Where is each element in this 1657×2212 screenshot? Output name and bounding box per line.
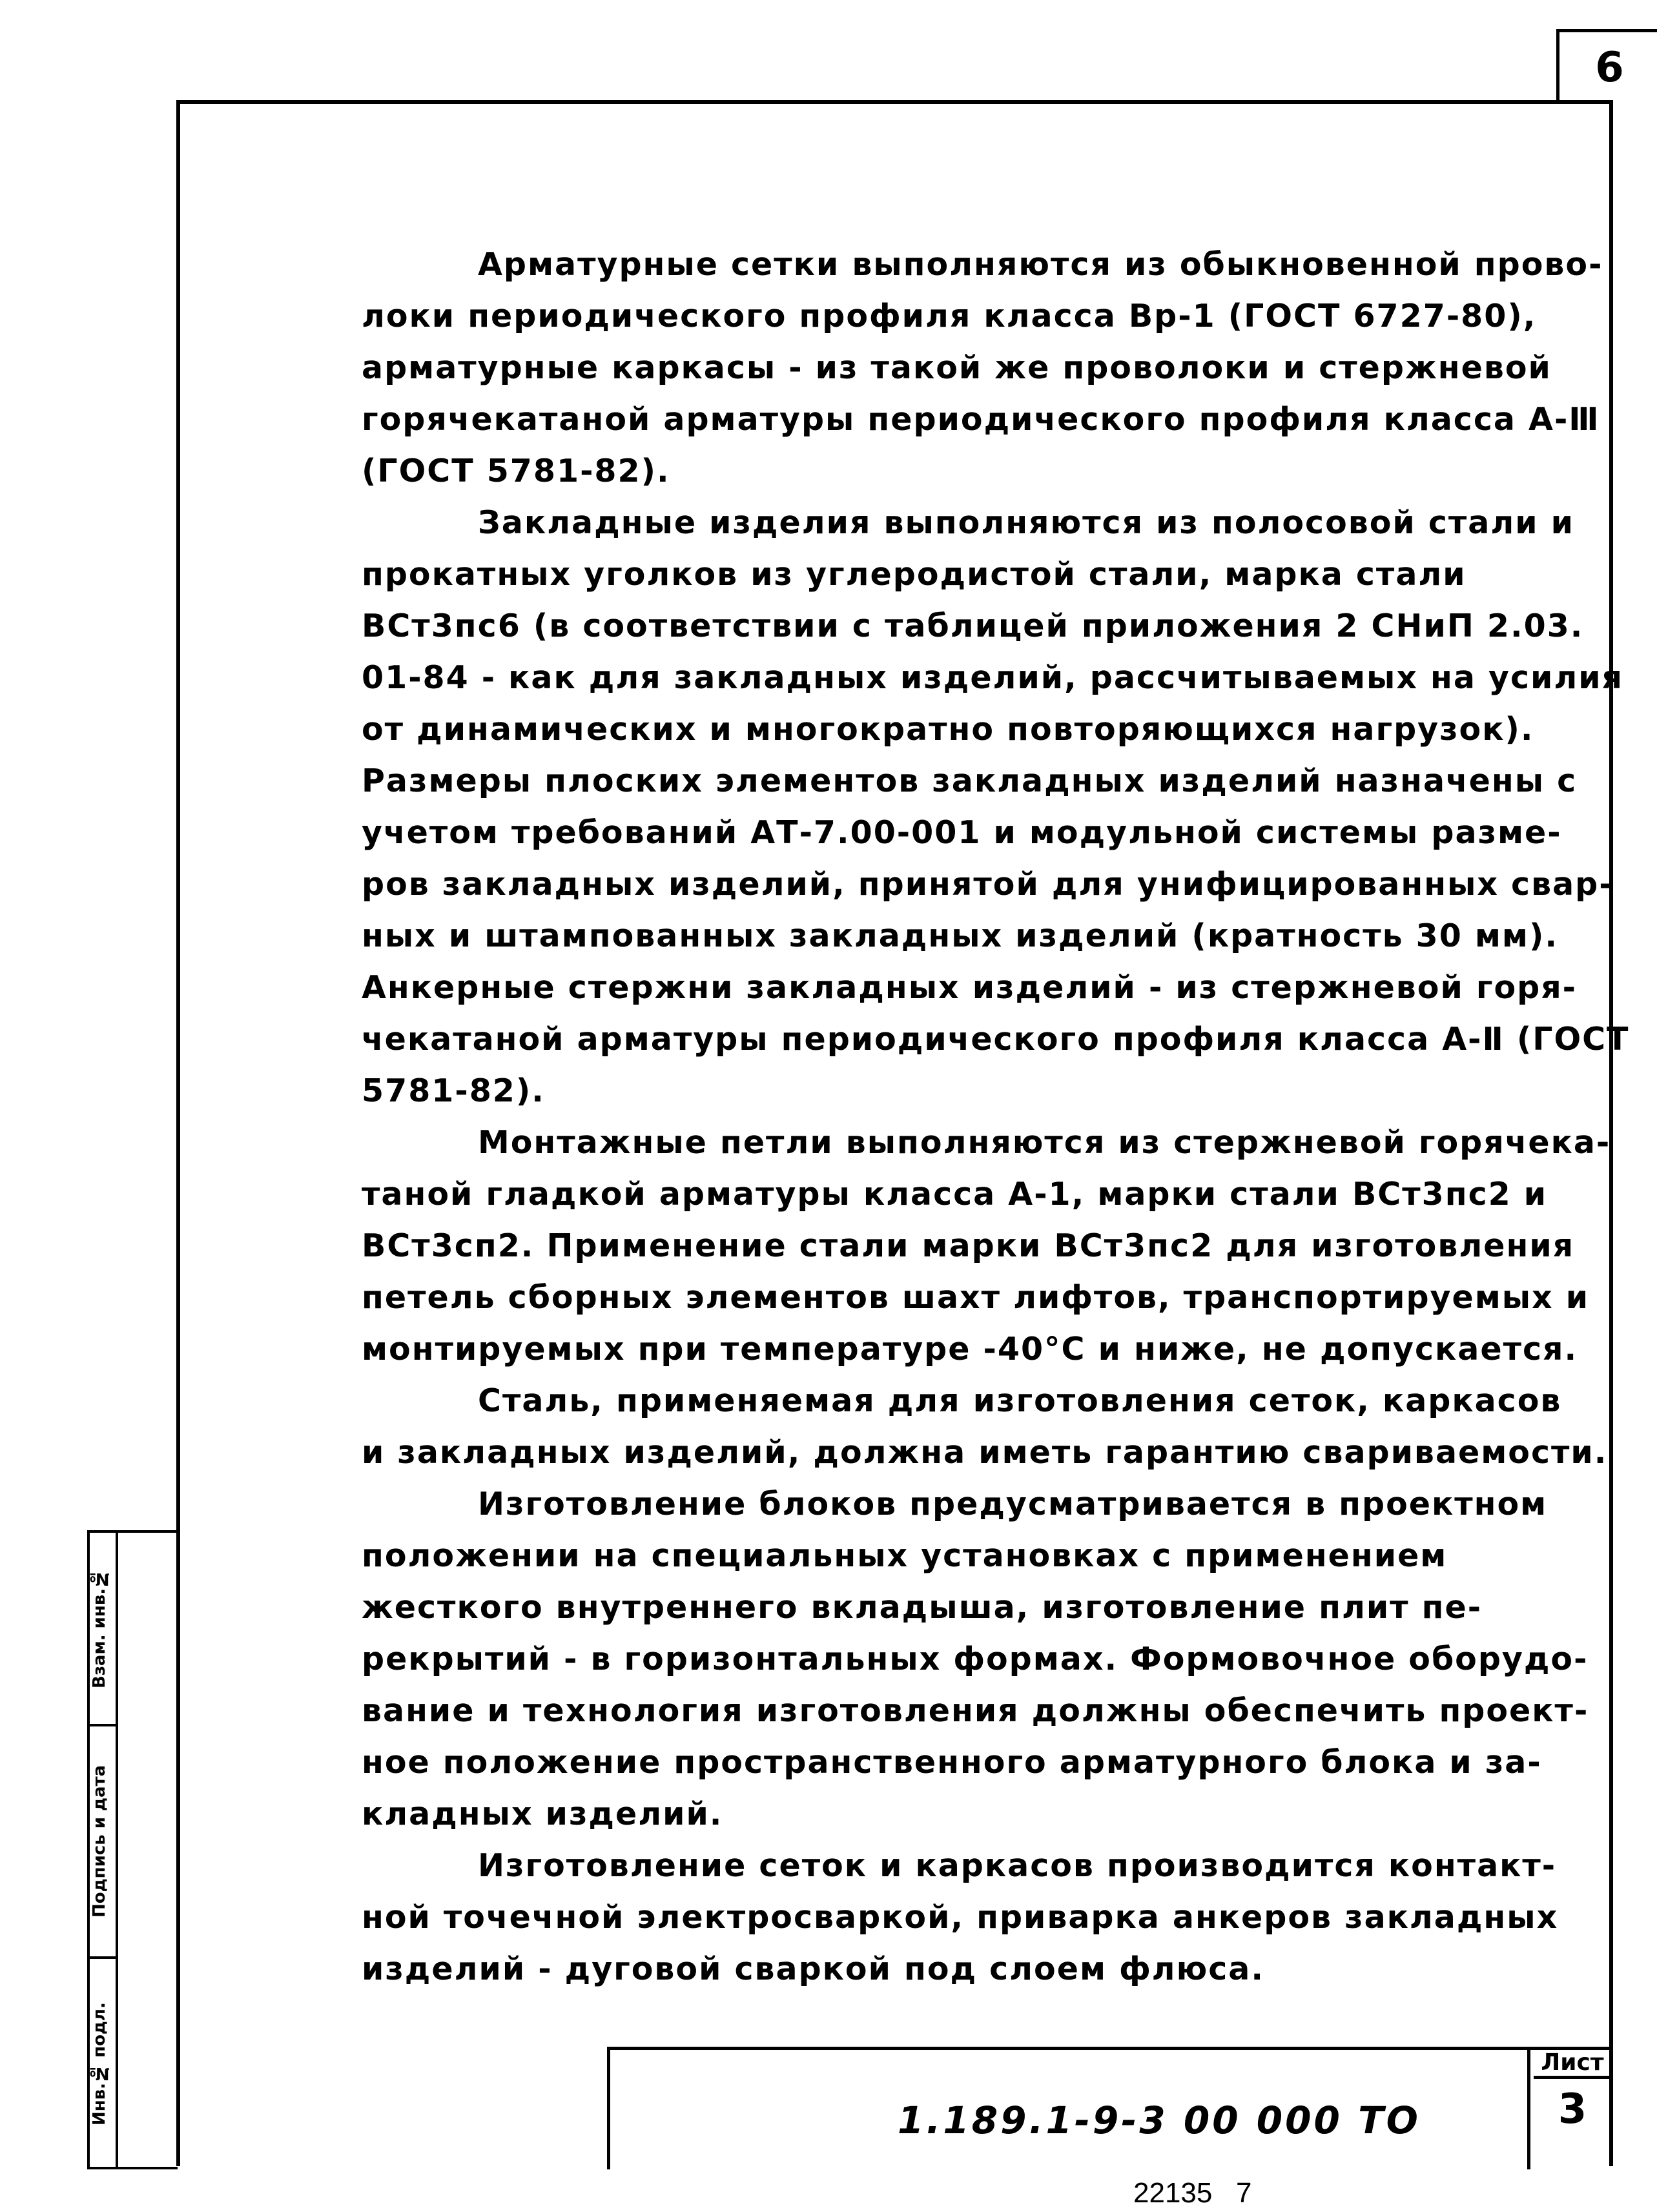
document-body bbox=[362, 239, 1630, 1995]
text-line: Изготовление сеток и каркасов производится контакт- bbox=[478, 1847, 1557, 1884]
text-line: горячекатаной арматуры периодического профиля класса А-Ⅲ bbox=[362, 401, 1600, 438]
paragraph bbox=[362, 1117, 1611, 1375]
sheet-label: Лист bbox=[1534, 2047, 1611, 2079]
text-line: ВСт3пс6 (в соответствии с таблицей приложения 2 СНиП 2.03. bbox=[362, 608, 1584, 644]
text-line: учетом требований АТ-7.00-001 и модульной системы разме- bbox=[362, 814, 1562, 851]
text-line: ВСт3сп2. Применение стали марки ВСт3пс2 для изготовления bbox=[362, 1227, 1575, 1264]
side-divider bbox=[116, 1533, 118, 2167]
text-line: Монтажные петли выполняются из стержневой горячека- bbox=[478, 1124, 1611, 1161]
text-line: положении на специальных установках с применением bbox=[362, 1537, 1448, 1574]
text-line: Изготовление блоков предусматривается в проектном bbox=[478, 1486, 1548, 1522]
text-line: рекрытий - в горизонтальных формах. Формовочное оборудо- bbox=[362, 1641, 1589, 1677]
paragraph bbox=[362, 1479, 1589, 1840]
text-line: 5781-82). bbox=[362, 1072, 545, 1109]
text-line: ной точечной электросваркой, приварка анкеров закладных bbox=[362, 1899, 1559, 1936]
text-line: Сталь, применяемая для изготовления сеток, каркасов bbox=[478, 1382, 1562, 1419]
text-line: локи периодического профиля класса Вр-1 (ГОСТ 6727-80), bbox=[362, 298, 1537, 334]
text-line: Размеры плоских элементов закладных изделий назначены с bbox=[362, 763, 1578, 799]
sheet-number: 3 bbox=[1558, 2085, 1587, 2133]
side-cell-replace bbox=[90, 1533, 116, 1726]
original-inventory-label: Инв.№ подл. bbox=[90, 2002, 109, 2126]
text-line: петель сборных элементов шахт лифтов, транспортируемых и bbox=[362, 1279, 1590, 1316]
replaced-inventory-label: Взам. инв.№ bbox=[90, 1568, 109, 1688]
document-code: 1.189.1-9-3 00 000 ТО bbox=[898, 2098, 1421, 2142]
text-line: жесткого внутреннего вкладыша, изготовление плит пе- bbox=[362, 1589, 1483, 1626]
text-line: ное положение пространственного арматурного блока и за- bbox=[362, 1744, 1542, 1781]
text-line: изделий - дуговой сваркой под слоем флюса. bbox=[362, 1951, 1264, 1987]
text-line: (ГОСТ 5781-82). bbox=[362, 453, 670, 489]
archive-number: 22135 7 bbox=[1133, 2177, 1252, 2209]
text-line: Закладные изделия выполняются из полосовой стали и bbox=[478, 504, 1574, 541]
text-line: арматурные каркасы - из такой же проволоки и стержневой bbox=[362, 349, 1552, 386]
signature-date-label: Подпись и дата bbox=[90, 1765, 109, 1918]
text-line: вание и технология изготовления должны обеспечить проект- bbox=[362, 1692, 1589, 1729]
text-line: чекатаной арматуры периодического профиля класса А-Ⅱ (ГОСТ bbox=[362, 1021, 1630, 1058]
text-line: 01-84 - как для закладных изделий, рассчитываемых на усилия bbox=[362, 659, 1624, 696]
text-line: Арматурные сетки выполняются из обыкновенной прово- bbox=[478, 246, 1603, 283]
side-cell-original bbox=[90, 1959, 116, 2169]
text-line: таной гладкой арматуры класса А-1, марки стали ВСт3пс2 и bbox=[362, 1176, 1548, 1213]
text-line: монтируемых при температуре -40°С и ниже, не допускается. bbox=[362, 1331, 1578, 1367]
text-line: от динамических и многократно повторяющихся нагрузок). bbox=[362, 711, 1534, 748]
page-number: 6 bbox=[1556, 29, 1657, 103]
text-line: кладных изделий. bbox=[362, 1796, 723, 1832]
text-line: прокатных уголков из углеродистой стали, марка стали bbox=[362, 556, 1467, 593]
paragraph bbox=[362, 497, 1630, 1117]
text-line: Анкерные стержни закладных изделий - из стержневой горя- bbox=[362, 969, 1578, 1006]
side-cell-signature bbox=[90, 1726, 116, 1959]
text-line: ных и штампованных закладных изделий (кратность 30 мм). bbox=[362, 917, 1558, 954]
side-stamp bbox=[87, 1530, 178, 2169]
text-line: и закладных изделий, должна иметь гарантию свариваемости. bbox=[362, 1434, 1608, 1471]
paragraph bbox=[362, 1840, 1569, 1995]
text-line: ров закладных изделий, принятой для унифицированных свар- bbox=[362, 866, 1614, 903]
paragraph bbox=[362, 239, 1603, 497]
paragraph bbox=[362, 1375, 1608, 1479]
